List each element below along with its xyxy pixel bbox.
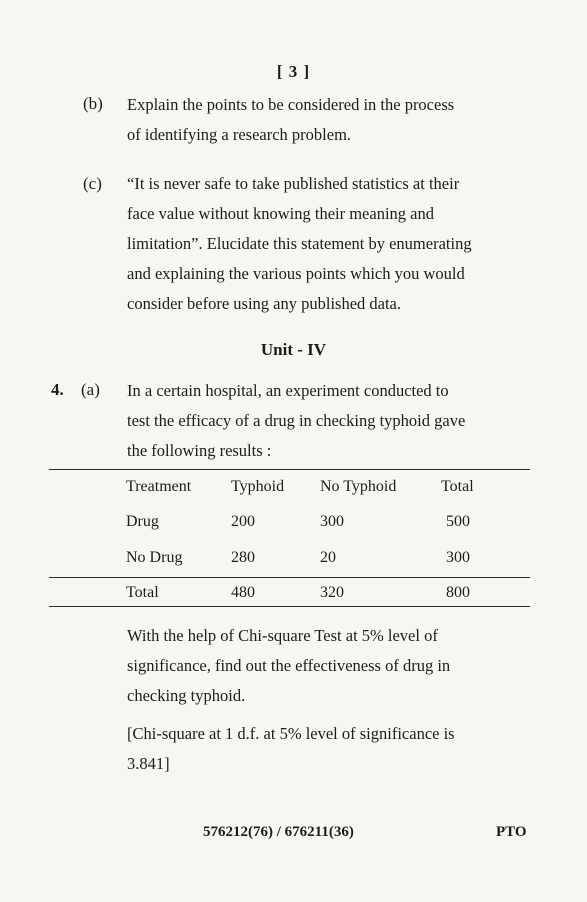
header-typhoid: Typhoid [231, 478, 285, 495]
instruction-line-1: With the help of Chi-square Test at 5% level of [127, 626, 438, 645]
header-no-typhoid: No Typhoid [320, 478, 397, 495]
page-number: [ 3 ] [276, 62, 311, 81]
question-b-line-2: of identifying a research problem. [127, 125, 352, 144]
total-no-typhoid: 320 [320, 584, 344, 601]
row-2-no-typhoid: 20 [320, 549, 336, 566]
question-c-label: (c) [83, 174, 102, 193]
question-4a-instruction [127, 621, 505, 711]
row-2-total: 300 [446, 549, 470, 566]
row-2-typhoid: 280 [231, 549, 255, 566]
question-b-text [127, 90, 505, 150]
question-c-line-5: consider before using any published data. [127, 294, 402, 313]
question-c-line-2: face value without knowing their meaning and [127, 204, 434, 223]
paper-code: 576212(76) / 676211(36) [203, 824, 354, 840]
total-label: Total [126, 584, 159, 601]
row-1-no-typhoid: 300 [320, 513, 344, 530]
instruction-line-3: checking typhoid. [127, 686, 246, 705]
question-4-number: 4. [51, 380, 64, 399]
question-c-line-4: and explaining the various points which you would [127, 264, 465, 283]
total-typhoid: 480 [231, 584, 255, 601]
header-total: Total [441, 478, 474, 495]
table-top-rule [49, 469, 530, 470]
question-b-label: (b) [83, 94, 103, 113]
question-4a-label: (a) [81, 380, 100, 399]
total-total: 800 [446, 584, 470, 601]
row-1-typhoid: 200 [231, 513, 255, 530]
question-c-line-1: “It is never safe to take published statistics at their [127, 174, 460, 193]
table-mid-rule [49, 577, 530, 578]
question-4a-text [127, 376, 505, 466]
question-b-line-1: Explain the points to be considered in the process [127, 95, 455, 114]
note-line-2: 3.841] [127, 754, 170, 773]
pto-label: PTO [496, 824, 527, 840]
unit-heading: Unit - IV [260, 340, 327, 359]
question-4a-line-2: test the efficacy of a drug in checking typhoid gave [127, 411, 466, 430]
header-treatment: Treatment [126, 478, 192, 495]
note-line-1: [Chi-square at 1 d.f. at 5% level of significance is [127, 724, 455, 743]
question-c-line-3: limitation”. Elucidate this statement by enumerating [127, 234, 472, 253]
instruction-line-2: significance, find out the effectiveness of drug in [127, 656, 451, 675]
chi-square-note [127, 719, 505, 779]
row-2-treatment: No Drug [126, 549, 183, 566]
question-4a-line-1: In a certain hospital, an experiment conducted to [127, 381, 449, 400]
question-4a-line-3: the following results : [127, 441, 272, 460]
table-bottom-rule [49, 606, 530, 607]
row-1-treatment: Drug [126, 513, 159, 530]
row-1-total: 500 [446, 513, 470, 530]
question-c-text [127, 169, 505, 319]
